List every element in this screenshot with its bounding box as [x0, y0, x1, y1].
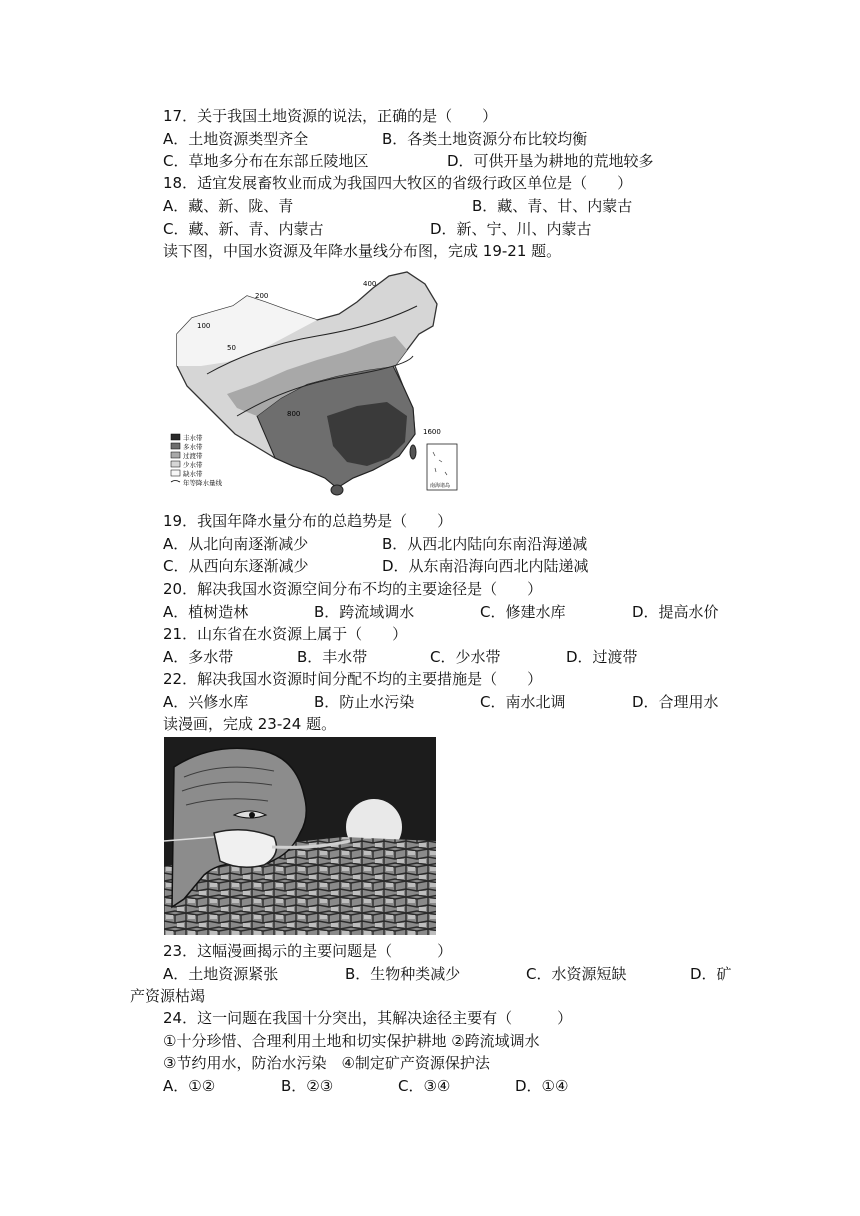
q24-option-b: B．②③	[281, 1077, 334, 1095]
q17-option-c: C．草地多分布在东部丘陵地区	[163, 152, 369, 170]
legend-label: 过渡带	[183, 452, 203, 460]
isoline-label: 400	[363, 280, 377, 288]
q22-option-a: A．兴修水库	[163, 693, 249, 711]
q23-option-b: B．生物种类减少	[345, 965, 461, 983]
q18-option-b: B．藏、青、甘、内蒙古	[472, 197, 633, 215]
legend-label: 多水带	[183, 443, 203, 451]
q21-option-a: A．多水带	[163, 648, 234, 666]
china-water-map	[167, 266, 463, 500]
isoline-label: 1600	[423, 428, 441, 436]
legend-label: 丰水带	[183, 434, 203, 442]
q17-stem: 17．关于我国土地资源的说法，正确的是（ ）	[163, 107, 498, 125]
q23-option-d-continued: 产资源枯竭	[130, 987, 206, 1005]
q24-statement-line-1: ①十分珍惜、合理利用土地和切实保护耕地 ②跨流域调水	[163, 1032, 540, 1050]
q21-option-d: D．过渡带	[566, 648, 638, 666]
isoline-label: 100	[197, 322, 211, 330]
q24-stem: 24．这一问题在我国十分突出，其解决途径主要有（ ）	[163, 1009, 573, 1027]
legend-label: 缺水带	[183, 470, 203, 478]
q24-option-a: A．①②	[163, 1077, 216, 1095]
q20-option-c: C．修建水库	[480, 603, 566, 621]
q24-statement-line-2: ③节约用水，防治水污染 ④制定矿产资源保护法	[163, 1054, 490, 1072]
q21-option-b: B．丰水带	[297, 648, 368, 666]
q18-option-d: D．新、宁、川、内蒙古	[430, 220, 592, 238]
q20-option-a: A．植树造林	[163, 603, 249, 621]
q19-option-d: D．从东南沿海向西北内陆递减	[382, 557, 589, 575]
q19-option-c: C．从西向东逐渐减少	[163, 557, 309, 575]
q22-option-d: D．合理用水	[632, 693, 719, 711]
q18-stem: 18．适宜发展畜牧业而成为我国四大牧区的省级行政区单位是（ ）	[163, 174, 633, 192]
cartoon-image	[164, 737, 436, 935]
q19-stem: 19．我国年降水量分布的总趋势是（ ）	[163, 512, 453, 530]
q21-option-c: C．少水带	[430, 648, 501, 666]
q22-stem: 22．解决我国水资源时间分配不均的主要措施是（ ）	[163, 670, 543, 688]
q17-option-b: B．各类土地资源分布比较均衡	[382, 130, 588, 148]
q24-option-d: D．①④	[515, 1077, 569, 1095]
q18-option-c: C．藏、新、青、内蒙古	[163, 220, 324, 238]
q19-option-b: B．从西北内陆向东南沿海递减	[382, 535, 588, 553]
isoline-label: 800	[287, 410, 301, 418]
isoline-label: 50	[227, 344, 236, 352]
q24-option-c: C．③④	[398, 1077, 451, 1095]
q17-option-a: A．土地资源类型齐全	[163, 130, 309, 148]
q20-option-b: B．跨流域调水	[314, 603, 415, 621]
isoline-label: 200	[255, 292, 269, 300]
q19-option-a: A．从北向南逐渐减少	[163, 535, 309, 553]
q23-option-d: D．矿	[690, 965, 732, 983]
q18-option-a: A．藏、新、陇、青	[163, 197, 294, 215]
q21-stem: 21．山东省在水资源上属于（ ）	[163, 625, 408, 643]
legend-label: 少水带	[183, 461, 203, 469]
q23-option-a: A．土地资源紧张	[163, 965, 279, 983]
q17-option-d: D．可供开垦为耕地的荒地较多	[447, 152, 654, 170]
cartoon-intro: 读漫画，完成 23-24 题。	[163, 715, 337, 733]
q23-stem: 23．这幅漫画揭示的主要问题是（ ）	[163, 942, 453, 960]
q22-option-c: C．南水北调	[480, 693, 566, 711]
q22-option-b: B．防止水污染	[314, 693, 415, 711]
q20-stem: 20．解决我国水资源空间分布不均的主要途径是（ ）	[163, 580, 543, 598]
map-intro: 读下图，中国水资源及年降水量线分布图，完成 19-21 题。	[163, 242, 562, 260]
inset-label: 南海诸岛	[430, 483, 451, 489]
q23-option-c: C．水资源短缺	[526, 965, 627, 983]
q20-option-d: D．提高水价	[632, 603, 719, 621]
legend-label: 年等降水量线	[183, 479, 222, 487]
